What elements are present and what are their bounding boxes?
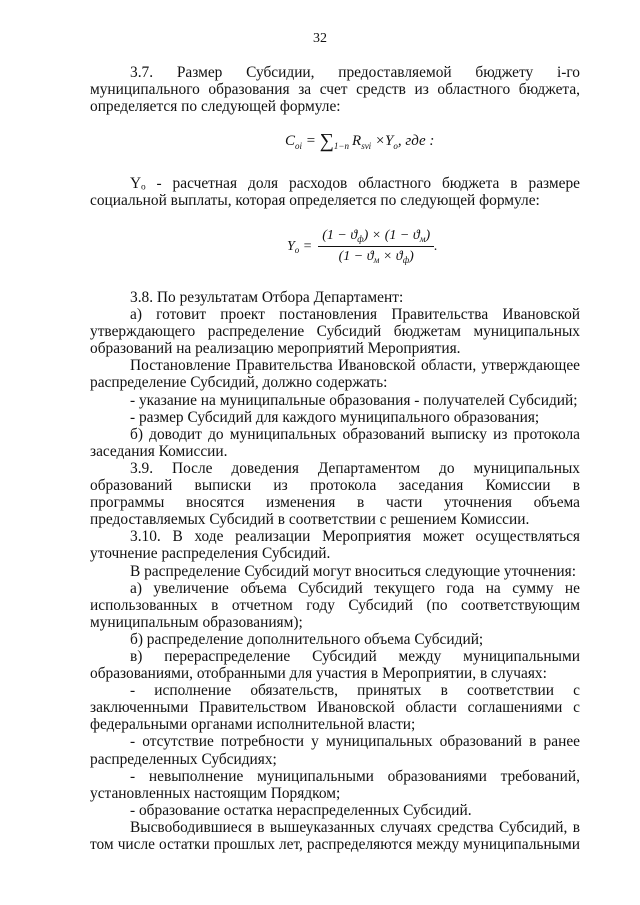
text-line: заключенными Правительством Ивановской области соглашениями с (90, 699, 580, 717)
text-line: образований выписки из протокола заседания Комиссии в (90, 477, 580, 495)
fraction: $\frac{(1 - ϑ_ф) \times (1 - ϑ_м)}{(1 - ϑ_м \times ϑ_ф)}$ (318, 228, 434, 265)
paragraph-yo (90, 175, 580, 209)
text-line: - образование остатка нераспределенных Субсидий. (130, 801, 472, 819)
formula-subsidy: $C_{oi} = \sum_{1-n}$ $R_{svi} \times Y_o$, где : (285, 130, 435, 152)
text-line: 3.10. В ходе реализации Мероприятия может осуществляться (130, 528, 580, 546)
text-line: - исполнение обязательств, принятых в соответствии с (130, 682, 580, 700)
text-line: - невыполнение муниципальными образованиями требований, (130, 767, 580, 785)
text-line: Высвободившиеся в вышеуказанных случаях средства Субсидий, в (130, 818, 580, 836)
text-line: распределение Субсидий, должно содержать: (90, 374, 388, 392)
text-line: 3.8. По результатам Отбора Департамент: (130, 289, 404, 306)
text-line: муниципальным образованиям); (90, 613, 303, 631)
paragraph-3-7 (90, 64, 580, 115)
text-line: уточнение распределения Субсидий. (90, 545, 331, 563)
text-line: программы вносятся изменения в части уточнения объема (90, 494, 580, 512)
text-line: в) перераспределение Субсидий между муниципальными (130, 647, 580, 665)
text-line: определяется по следующей формуле: (90, 98, 341, 116)
text-line: 3.7. Размер Субсидии, предоставляемой бюджету i-го (130, 64, 580, 81)
text-line: федеральными органами исполнительной власти; (90, 716, 416, 734)
text-line: муниципального образования за счет средств из областного бюджета, (90, 81, 580, 99)
text-line: б) доводит до муниципальных образований выписку из протокола (130, 425, 580, 443)
text-line: распределенных Субсидиях; (90, 750, 277, 768)
text-line: - указание на муниципальные образования - получателей Субсидий; (130, 391, 578, 409)
text-line: том числе остатки прошлых лет, распределяются между муниципальными (90, 836, 580, 853)
text-line: - размер Субсидий для каждого муниципального образования; (130, 408, 540, 426)
text-line: образованиями, отобранными для участия в Мероприятии, в случаях: (90, 665, 547, 683)
text-line: а) готовит проект постановления Правительства Ивановской (130, 306, 580, 324)
text-line: 3.9. После доведения Департаментом до муниципальных (130, 459, 580, 477)
formula-yo: $Y_o$ = $\frac{(1 - ϑ_ф) \times (1 - ϑ_м)}{(1 - ϑ_м \times ϑ_ф)}$ . (287, 228, 438, 265)
text-line: б) распределение дополнительного объема Субсидий; (130, 630, 484, 648)
section-3-8-to-3-10 (90, 289, 580, 853)
text-line: установленных настоящим Порядком; (90, 784, 341, 802)
page-number: 32 (313, 31, 327, 46)
text-line: предоставляемых Субсидий в соответствии с решением Комиссии. (90, 511, 530, 529)
text-line: использованных в отчетном году Субсидий (по соответствующим (90, 596, 580, 614)
text-line: социальной выплаты, которая определяется по следующей формуле: (90, 192, 540, 210)
text-line: утверждающего распределение Субсидий бюджетам муниципальных (90, 323, 580, 341)
text-line: В распределение Субсидий могут вноситься следующие уточнения: (130, 562, 577, 580)
text-line: Постановление Правительства Ивановской области, утверждающее (130, 357, 580, 375)
text-line: Yₒ - расчетная доля расходов областного бюджета в размере (130, 175, 580, 192)
text-line: заседания Комиссии. (90, 442, 228, 460)
text-line: образований на реализацию мероприятий Мероприятия. (90, 340, 461, 358)
text-line: а) увеличение объема Субсидий текущего года на сумму не (130, 579, 580, 597)
text-line: - отсутствие потребности у муниципальных образований в ранее (130, 733, 580, 751)
